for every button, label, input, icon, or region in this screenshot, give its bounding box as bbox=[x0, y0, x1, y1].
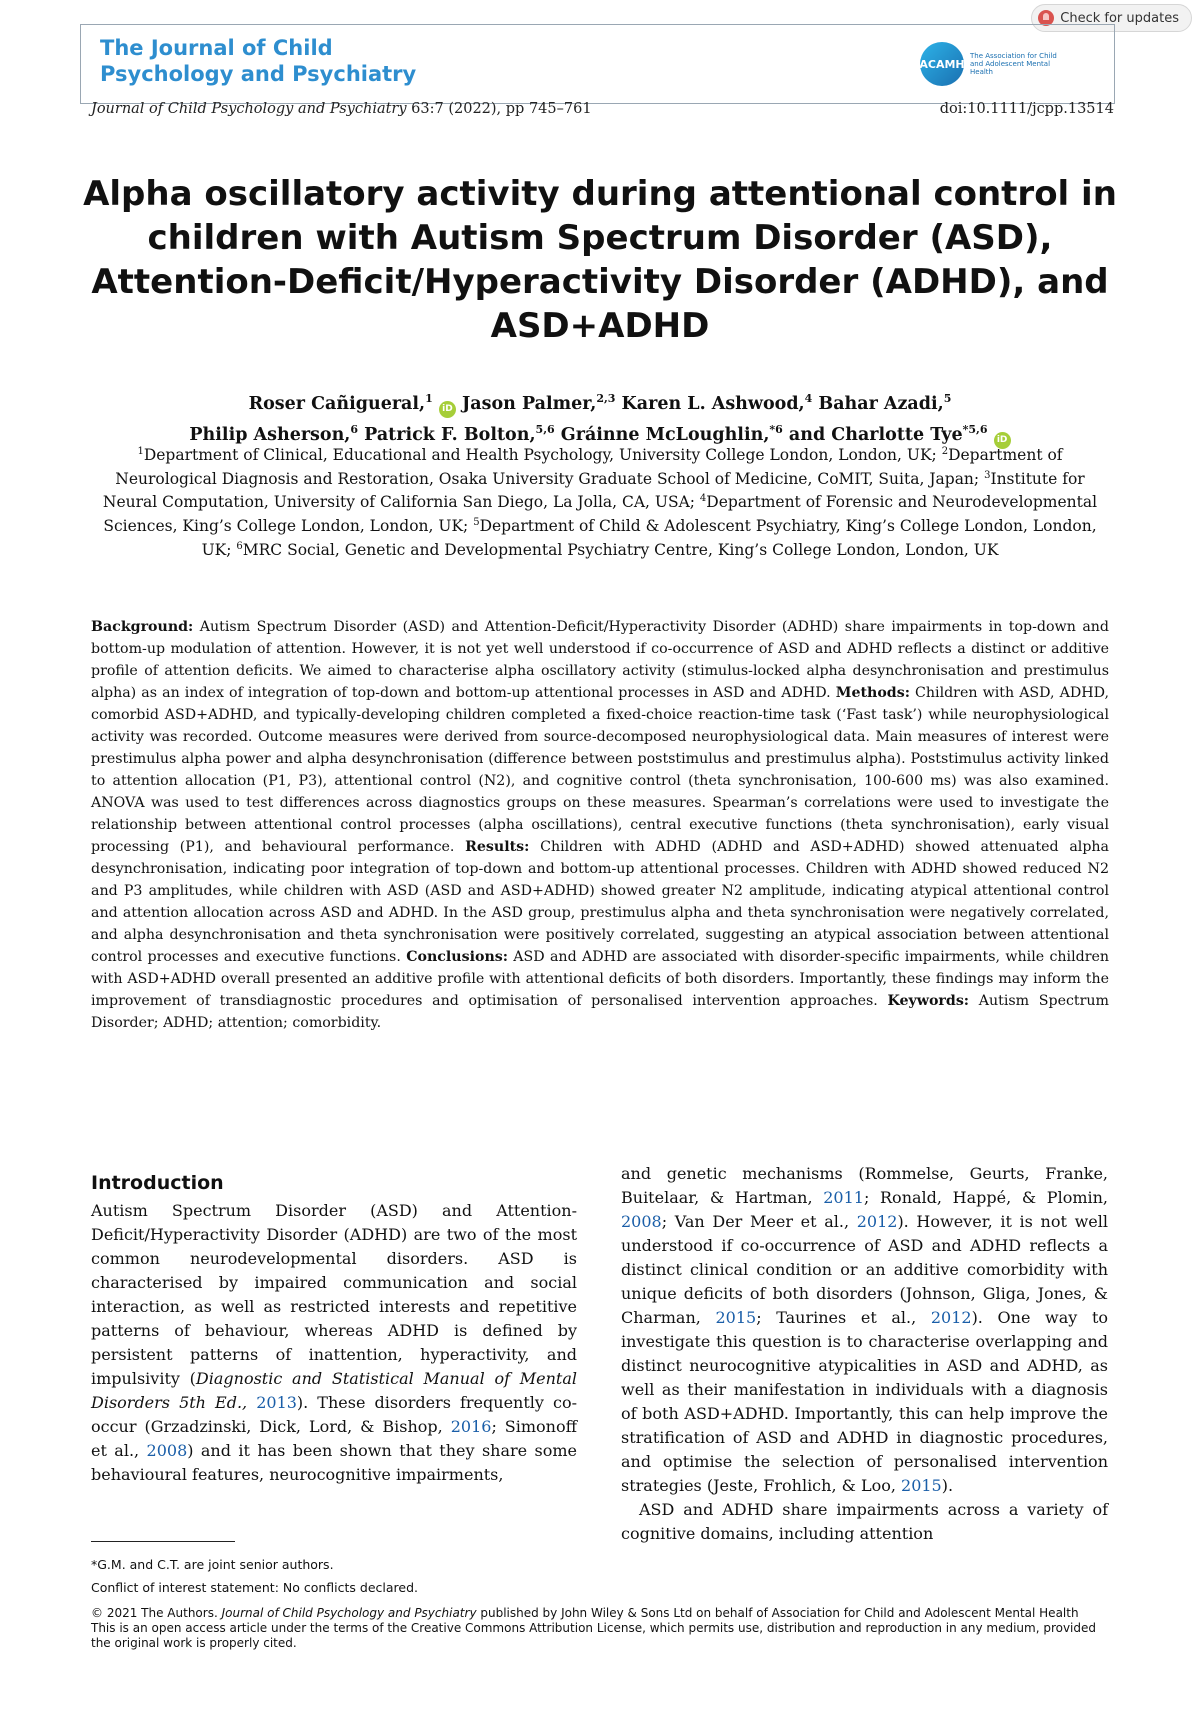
reference-link[interactable]: 2015 bbox=[715, 1308, 757, 1327]
author-name: Roser Cañigueral, bbox=[248, 393, 426, 414]
abstract-section-label: Methods: bbox=[835, 685, 910, 701]
body-column-left bbox=[91, 1199, 577, 1487]
body-text: ). However, it is not well understood if co-occurrence of ASD and ADHD reflects a distinct clinical condition or an additive comorbidity with unique deficits of both disorders (Johnson, Gliga, Jones, & Charman, bbox=[621, 1212, 1108, 1327]
affiliation-number: 4 bbox=[699, 493, 707, 505]
author-affiliation-sup: *5,6 bbox=[962, 422, 988, 436]
body-text: ). One way to investigate this question is to characterise overlapping and distinct neurocognitive atypicalities in ASD and ADHD, as well as their manifestation in individuals with a diagnosis of both ASD+ADHD. Importantly, this can help improve the stratification of ASD and ADHD in diagnostic procedures, and optimise the selection of personalised intervention strategies (Jeste, Frohlich, & Loo, bbox=[621, 1308, 1109, 1495]
license-text: This is an open access article under the terms of the Creative Commons Attribution License, which permits use, distribution and reproduction in any medium, provided the original work is properly cited. bbox=[91, 1621, 1097, 1650]
orcid-icon[interactable]: iD bbox=[439, 401, 456, 418]
affiliation-text: Institute for Neural Computation, University of California San Diego, La Jolla, CA, USA; bbox=[102, 469, 1085, 512]
reference-link[interactable]: 2011 bbox=[823, 1188, 864, 1207]
citation bbox=[91, 101, 592, 117]
body-text: ; Van Der Meer et al., bbox=[661, 1212, 857, 1231]
acamh-logo bbox=[920, 40, 1070, 88]
author-affiliation-sup: 1 bbox=[425, 392, 433, 405]
author-name: and Charlotte Tye bbox=[788, 424, 963, 445]
affiliation-text: Department of Forensic and Neurodevelopmental Sciences, King’s College London, London, UK; bbox=[103, 493, 1098, 536]
abstract-section-text: ASD and ADHD are associated with disorder-specific impairments, while children with ASD+ADHD overall presented an additive profile with attentional deficits of both disorders. Importantly, these findings may inform the improvement of transdiagnostic procedures and optimisation of personalised intervention approaches. bbox=[91, 949, 1110, 1009]
author-affiliation-sup: *6 bbox=[769, 422, 783, 436]
copyright-text: published by John Wiley & Sons Ltd on behalf of Association for Child and Adolescent Mental Health bbox=[476, 1606, 1079, 1620]
author-name: Jason Palmer, bbox=[461, 393, 597, 414]
footnote-joint-authors: *G.M. and C.T. are joint senior authors. bbox=[91, 1557, 334, 1572]
journal-title bbox=[100, 35, 416, 87]
author-name: Bahar Azadi, bbox=[818, 393, 944, 414]
abstract-section-label: Results: bbox=[465, 839, 530, 855]
author-name: Gráinne McLoughlin, bbox=[560, 424, 770, 445]
journal-title-line2: Psychology and Psychiatry bbox=[100, 62, 417, 86]
affiliation-text: Department of Clinical, Educational and Health Psychology, University College London, London, UK; bbox=[143, 446, 942, 465]
reference-link[interactable]: 2015 bbox=[901, 1476, 942, 1495]
check-for-updates-label: Check for updates bbox=[1060, 10, 1179, 26]
author-affiliation-sup: 4 bbox=[804, 392, 813, 405]
affiliation-number: 1 bbox=[137, 446, 144, 457]
body-text: Autism Spectrum Disorder (ASD) and Attention-Deficit/Hyperactivity Disorder (ADHD) are two of the most common neurodevelopmental disorders. ASD is characterised by impaired communication and social interaction, as well as restricted interests and repetitive patterns of behaviour, whereas ADHD is defined by persistent patterns of inattention, hyperactivity, and impulsivity ( bbox=[91, 1201, 577, 1388]
body-text: ) and it has been shown that they share some behavioural features, neurocognitive impairments, bbox=[91, 1441, 577, 1484]
body-text: ; Taurines et al., bbox=[756, 1308, 931, 1327]
body-column-right bbox=[621, 1162, 1108, 1546]
reference-link[interactable]: 2016 bbox=[450, 1417, 492, 1436]
author-name: Patrick F. Bolton, bbox=[364, 424, 536, 445]
body-text: ; Simonoff et al., bbox=[91, 1417, 577, 1460]
reference-link[interactable]: 2012 bbox=[930, 1308, 972, 1327]
author-list bbox=[90, 387, 1110, 449]
copyright-journal: Journal of Child Psychology and Psychiatry bbox=[221, 1606, 477, 1620]
section-heading-introduction: Introduction bbox=[91, 1172, 224, 1194]
reference-link[interactable]: 2012 bbox=[856, 1212, 898, 1231]
body-text: ASD and ADHD share impairments across a variety of cognitive domains, including attention bbox=[621, 1500, 1108, 1543]
affiliations bbox=[90, 442, 1110, 560]
abstract-section-text: Children with ASD, ADHD, comorbid ASD+ADHD, and typically-developing children completed a fixed-choice reaction-time task (‘Fast task’) while neurophysiological activity was recorded. Outcome measures were derived from source-decomposed neurophysiological data. Main measures of interest were prestimulus alpha power and alpha desynchronisation (difference between poststimulus and prestimulus alpha). Poststimulus activity linked to attention allocation (P1, P3), attentional control (N2), and cognitive control (theta synchronisation, 100-600 ms) was also examined. ANOVA was used to test differences across diagnostics groups on these measures. Spearman’s correlations were used to investigate the relationship between attentional control processes (alpha oscillations), central executive functions (theta synchronisation), early visual processing (P1), and behavioural performance. bbox=[91, 685, 1109, 855]
affiliation-number: 3 bbox=[984, 469, 991, 481]
footnote-divider bbox=[91, 1541, 235, 1542]
affiliation-text: Department of Neurological Diagnosis and Restoration, Osaka University Graduate School of Medicine, CoMIT, Suita, Japan; bbox=[115, 446, 1063, 488]
abstract-section-text: Autism Spectrum Disorder (ASD) and Attention-Deficit/Hyperactivity Disorder (ADHD) share impairments in top-down and bottom-up modulation of attention. However, it is not yet well understood if co-occurrence of ASD and ADHD reflects a distinct or additive profile of attention deficits. We aimed to characterise alpha oscillatory activity (stimulus-locked alpha desynchronisation and prestimulus alpha) as an index of integration of top-down and bottom-up attentional processes in ASD and ADHD. bbox=[91, 619, 1109, 701]
footnotes bbox=[91, 1553, 591, 1599]
abstract-section-label: Conclusions: bbox=[406, 949, 508, 965]
body-text: and genetic mechanisms (Rommelse, Geurts, Franke, Buitelaar, & Hartman, bbox=[621, 1164, 1108, 1207]
affiliation-number: 2 bbox=[941, 446, 949, 457]
affiliation-text: MRC Social, Genetic and Developmental Psychiatry Centre, King’s College London, London, UK bbox=[242, 540, 999, 559]
body-text: ). These disorders frequently co-occur (Grzadzinski, Dick, Lord, & Bishop, bbox=[91, 1393, 577, 1436]
affiliation-text: Department of Child & Adolescent Psychiatry, King’s College London, London, UK; bbox=[201, 517, 1097, 559]
journal-title-line1: The Journal of Child bbox=[100, 36, 333, 60]
reference-link[interactable]: 2008 bbox=[146, 1441, 188, 1460]
author-affiliation-sup: 6 bbox=[350, 422, 359, 436]
abstract bbox=[91, 616, 1109, 1034]
body-text: ). bbox=[941, 1476, 954, 1495]
abstract-section-text: Autism Spectrum Disorder; ADHD; attention; comorbidity. bbox=[91, 993, 1109, 1031]
author-affiliation-sup: 5,6 bbox=[535, 422, 555, 436]
author-affiliation-sup: 2,3 bbox=[596, 392, 616, 405]
author-name: Philip Asherson, bbox=[189, 424, 351, 445]
copyright-notice bbox=[91, 1606, 1111, 1651]
doi[interactable]: doi:10.1111/jcpp.13514 bbox=[939, 101, 1114, 117]
orcid-icon[interactable]: iD bbox=[994, 432, 1011, 449]
footnote-conflict: Conflict of interest statement: No conflicts declared. bbox=[91, 1580, 418, 1595]
body-text: ; Ronald, Happé, & Plomin, bbox=[863, 1188, 1109, 1207]
copyright-text: © 2021 The Authors. bbox=[91, 1606, 222, 1620]
body-text-italic: Diagnostic and Statistical Manual of Mental Disorders 5th Ed., bbox=[91, 1369, 577, 1412]
abstract-section-label: Keywords: bbox=[887, 993, 970, 1009]
abstract-section-label: Background: bbox=[91, 619, 194, 635]
citation-journal: Journal of Child Psychology and Psychiatry bbox=[91, 101, 407, 117]
affiliation-number: 6 bbox=[236, 540, 243, 552]
reference-link[interactable]: 2008 bbox=[621, 1212, 662, 1231]
reference-link[interactable]: 2013 bbox=[256, 1393, 297, 1412]
citation-volume: 63:7 (2022), pp 745–761 bbox=[406, 101, 592, 117]
acamh-logo-text: The Association for Child and Adolescent Mental Health bbox=[970, 52, 1057, 76]
author-affiliation-sup: 5 bbox=[943, 392, 952, 405]
acamh-logo-icon: ACAMH bbox=[920, 42, 964, 86]
abstract-section-text: Children with ADHD (ADHD and ASD+ADHD) showed attenuated alpha desynchronisation, indicating poor integration of top-down and bottom-up attentional processes. Children with ADHD showed reduced N2 and P3 amplitudes, while children with ASD (ASD and ASD+ADHD) showed greater N2 amplitude, indicating atypical attentional control and attention allocation across ASD and ADHD. In the ASD group, prestimulus alpha and theta synchronisation were negatively correlated, and alpha desynchronisation and theta synchronisation were positively correlated, suggesting an atypical association between attentional control processes and executive functions. bbox=[91, 839, 1109, 965]
author-name: Karen L. Ashwood, bbox=[621, 393, 805, 414]
article-title: Alpha oscillatory activity during attentional control in children with Autism Spectrum Disorder (ASD), Attention-Deficit/Hyperactivity Disorder (ADHD), and ASD+ADHD bbox=[83, 174, 1117, 346]
affiliation-number: 5 bbox=[473, 516, 480, 528]
